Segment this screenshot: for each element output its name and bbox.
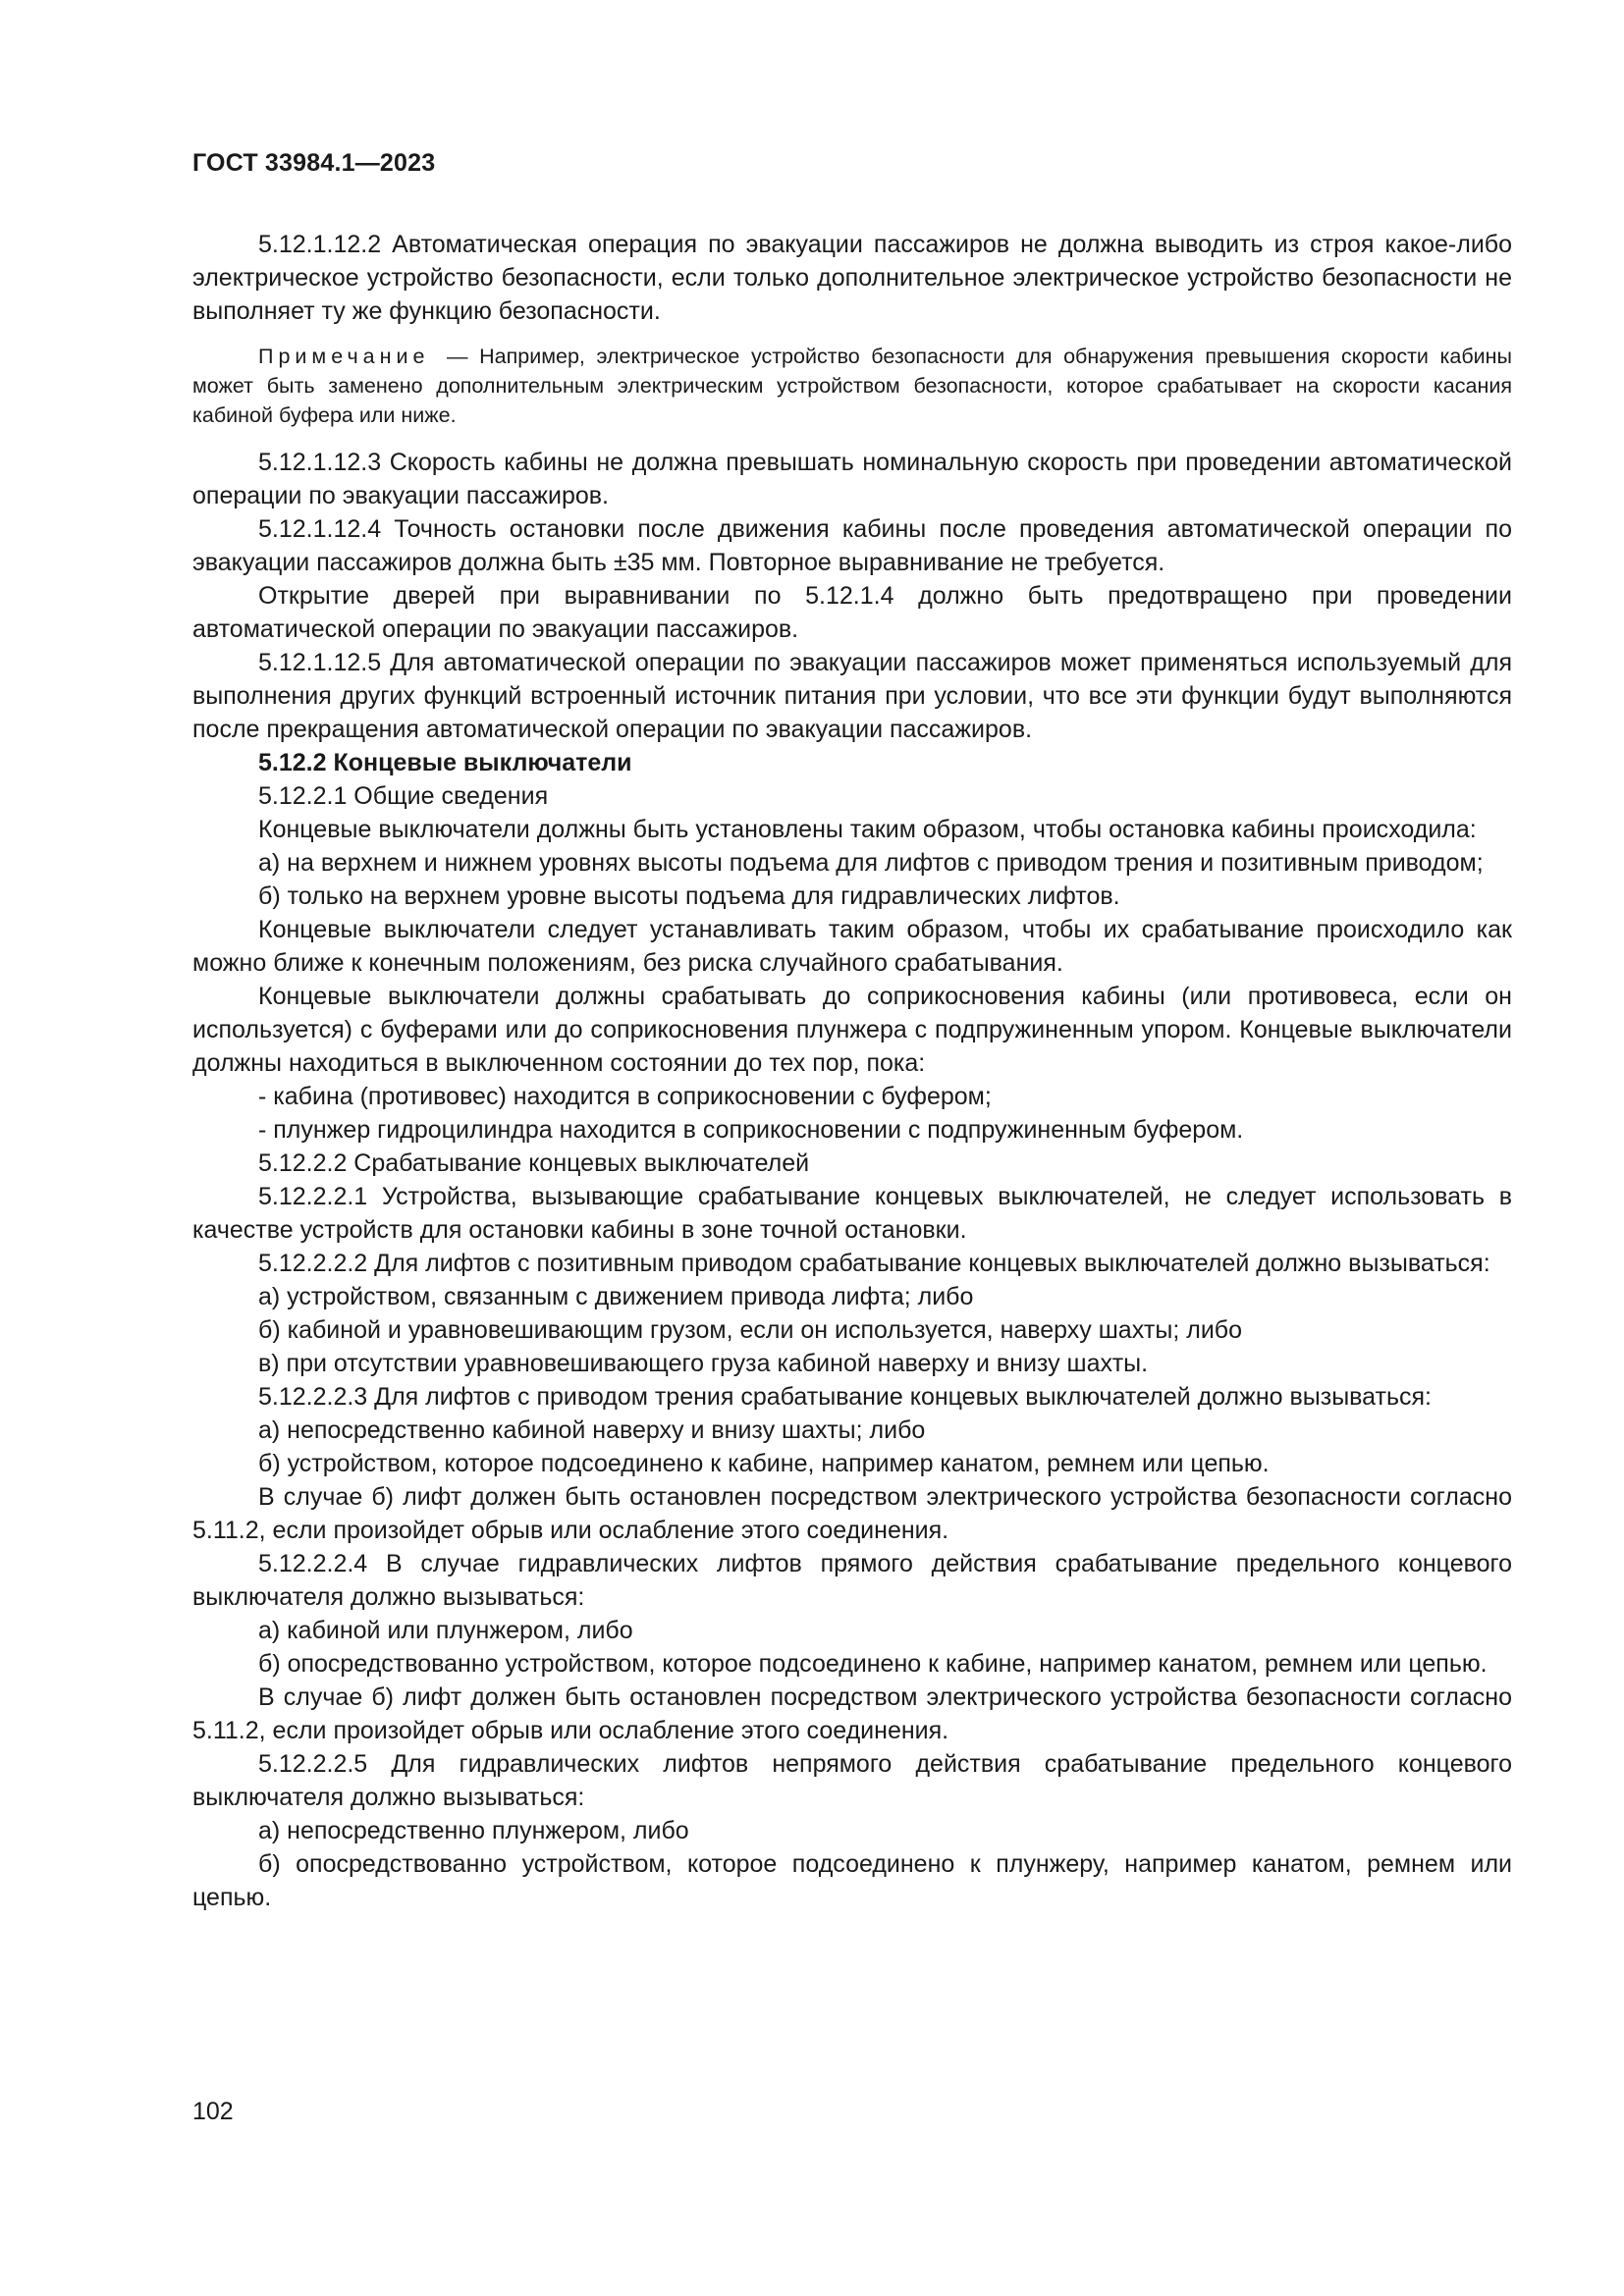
paragraph: 5.12.1.12.2 Автоматическая операция по эвакуации пассажиров не должна выводить из строя какое-либо электрическое устройство безопасности, если только дополнительное электрическое устройство безопасности не выполняет ту же функцию безопасности.	[192, 231, 1512, 325]
paragraph: 5.12.1.12.5 Для автоматической операции по эвакуации пассажиров может применяться используемый для выполнения других функций встроенный источник питания при условии, что все эти функции будут выполняются после прекращения автоматической операции по эвакуации пассажиров.	[192, 649, 1512, 743]
list-item: а) непосредственно кабиной наверху и внизу шахты; либо	[258, 1416, 926, 1444]
paragraph: 5.12.1.12.3 Скорость кабины не должна превышать номинальную скорость при проведении автоматической операции по эвакуации пассажиров.	[192, 449, 1512, 509]
paragraph: 5.12.2.2.3 Для лифтов с приводом трения срабатывание концевых выключателей должно вызываться:	[258, 1383, 1432, 1411]
paragraph: Открытие дверей при выравнивании по 5.12.1.4 должно быть предотвращено при проведении автоматической операции по эвакуации пассажиров.	[192, 582, 1512, 643]
note-text: Например, электрическое устройство безопасности для обнаружения превышения скорости кабины может быть заменено дополнительным электрическим устройством безопасности, которое срабатывает на скорости касания кабиной буфера или ниже.	[192, 345, 1512, 427]
list-item: а) непосредственно плунжером, либо	[258, 1817, 689, 1844]
note-label: Примечание	[258, 345, 430, 368]
paragraph: 5.12.2.2.5 Для гидравлических лифтов непрямого действия срабатывание предельного концевого выключателя должно вызываться:	[192, 1750, 1512, 1811]
paragraph: 5.12.2.2.1 Устройства, вызывающие срабатывание концевых выключателей, не следует использовать в качестве устройств для остановки кабины в зоне точной остановки.	[192, 1183, 1512, 1244]
note-paragraph	[192, 342, 1512, 430]
paragraph: В случае б) лифт должен быть остановлен посредством электрического устройства безопасности согласно 5.11.2, если произойдет обрыв или ослабление этого соединения.	[192, 1683, 1512, 1744]
list-item: б) кабиной и уравновешивающим грузом, если он используется, наверху шахты; либо	[258, 1316, 1243, 1344]
list-item: в) при отсутствии уравновешивающего груза кабиной наверху и внизу шахты.	[258, 1350, 1149, 1377]
list-item: б) опосредствованно устройством, которое подсоединено к плунжеру, например канатом, ремнем или цепью.	[192, 1850, 1512, 1911]
note-dash: —	[447, 345, 468, 368]
list-item: б) опосредствованно устройством, которое подсоединено к кабине, например канатом, ремнем или цепью.	[258, 1650, 1488, 1678]
list-item: - кабина (противовес) находится в соприкосновении с буфером;	[258, 1083, 992, 1110]
list-item: а) кабиной или плунжером, либо	[258, 1617, 633, 1644]
paragraph: 5.12.2.1 Общие сведения	[258, 782, 549, 810]
paragraph: В случае б) лифт должен быть остановлен посредством электрического устройства безопасности согласно 5.11.2, если произойдет обрыв или ослабление этого соединения.	[192, 1483, 1512, 1544]
paragraph: Концевые выключатели должны быть установлены таким образом, чтобы остановка кабины происходила:	[258, 816, 1477, 843]
paragraph: 5.12.2.2.2 Для лифтов с позитивным приводом срабатывание концевых выключателей должно вызываться:	[258, 1250, 1490, 1277]
note-block	[192, 342, 1512, 430]
subsection-heading: 5.12.2.2 Срабатывание концевых выключателей	[258, 1149, 810, 1177]
document-body	[192, 228, 1512, 1914]
document-page	[192, 0, 1512, 2296]
paragraph: Концевые выключатели следует устанавливать таким образом, чтобы их срабатывание происходило как можно ближе к конечным положениям, без риска случайного срабатывания.	[192, 916, 1512, 977]
list-item: б) устройством, которое подсоединено к кабине, например канатом, ремнем или цепью.	[258, 1450, 1270, 1477]
document-header: ГОСТ 33984.1—2023	[192, 149, 436, 177]
list-item: а) на верхнем и нижнем уровнях высоты подъема для лифтов с приводом трения и позитивным приводом;	[258, 849, 1484, 877]
paragraph: Концевые выключатели должны срабатывать до соприкосновения кабины (или противовеса, если он используется) с буферами или до соприкосновения плунжера с подпружиненным упором. Концевые выключатели должны находиться в выключенном состоянии до тех пор, пока:	[192, 983, 1512, 1077]
paragraph: 5.12.1.12.4 Точность остановки после движения кабины после проведения автоматической операции по эвакуации пассажиров должна быть ±35 мм. Повторное выравнивание не требуется.	[192, 515, 1512, 576]
page-number: 102	[192, 2098, 234, 2125]
list-item: б) только на верхнем уровне высоты подъема для гидравлических лифтов.	[258, 882, 1120, 910]
section-heading: 5.12.2 Концевые выключатели	[258, 749, 632, 776]
list-item: а) устройством, связанным с движением привода лифта; либо	[258, 1283, 974, 1310]
paragraph: 5.12.2.2.4 В случае гидравлических лифтов прямого действия срабатывание предельного концевого выключателя должно вызываться:	[192, 1550, 1512, 1611]
list-item: - плунжер гидроцилиндра находится в соприкосновении с подпружиненным буфером.	[258, 1116, 1244, 1144]
